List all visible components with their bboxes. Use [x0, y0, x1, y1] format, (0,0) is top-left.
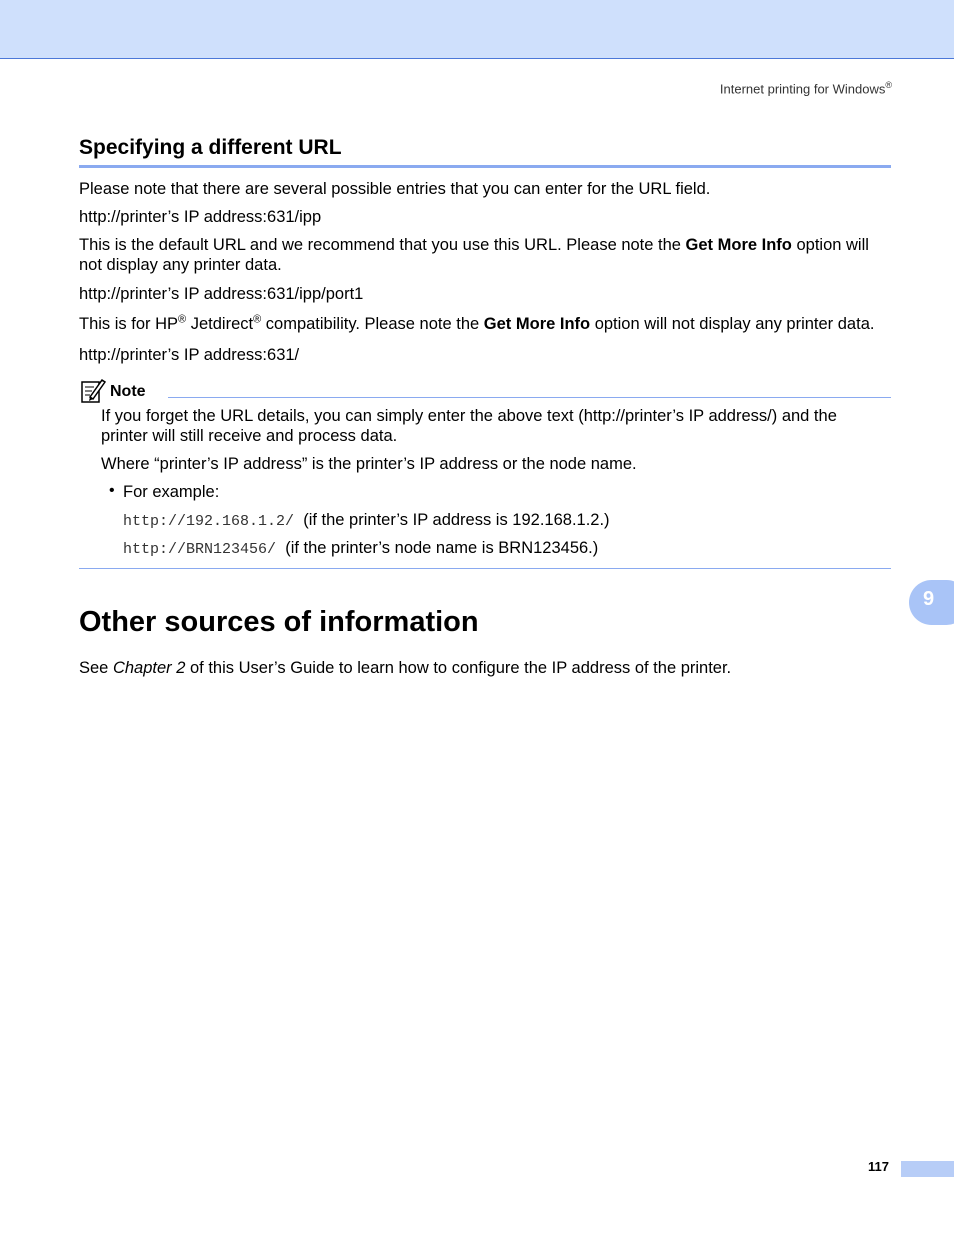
note-divider: [168, 397, 891, 398]
intro-paragraph: Please note that there are several possible entries that you can enter for the URL field.: [79, 180, 711, 198]
bullet-marker: •: [109, 482, 115, 499]
note-paragraph-2: Where “printer’s IP address” is the printer’s IP address or the node name.: [101, 455, 637, 473]
note-paragraph-1: If you forget the URL details, you can simply enter the above text (http://printer’s IP address/) and the printer will still receive and process data.: [101, 407, 837, 445]
note-pencil-icon: [80, 377, 107, 404]
url-default: http://printer’s IP address:631/ipp: [79, 208, 322, 226]
section-heading-other-sources: Other sources of information: [79, 606, 479, 638]
example-nodename: http://BRN123456/ (if the printer’s node name is BRN123456.): [123, 539, 599, 558]
url-port1: http://printer’s IP address:631/ipp/port1: [79, 285, 364, 303]
note-bullet-example: For example:: [123, 483, 220, 501]
other-sources-paragraph: See Chapter 2 of this User’s Guide to learn how to configure the IP address of the printer.: [79, 659, 732, 677]
footer-bar: [901, 1161, 954, 1177]
chapter-number: 9: [923, 588, 935, 610]
header-band: [0, 0, 954, 59]
page-number: 117: [868, 1159, 889, 1174]
url-port1-description: This is for HP® Jetdirect® compatibility. Please note the Get More Info option will not display any printer data.: [79, 313, 875, 333]
note-title: Note: [110, 383, 146, 400]
running-header: Internet printing for Windows®: [719, 80, 892, 97]
example-ip: http://192.168.1.2/ (if the printer’s IP address is 192.168.1.2.): [123, 511, 610, 530]
url-root: http://printer’s IP address:631/: [79, 346, 300, 364]
section-heading-url: Specifying a different URL: [79, 136, 891, 168]
note-end-divider: [79, 568, 891, 569]
url-default-description: This is the default URL and we recommend that you use this URL. Please note the Get More Info option will not display any printer data.: [79, 236, 869, 274]
